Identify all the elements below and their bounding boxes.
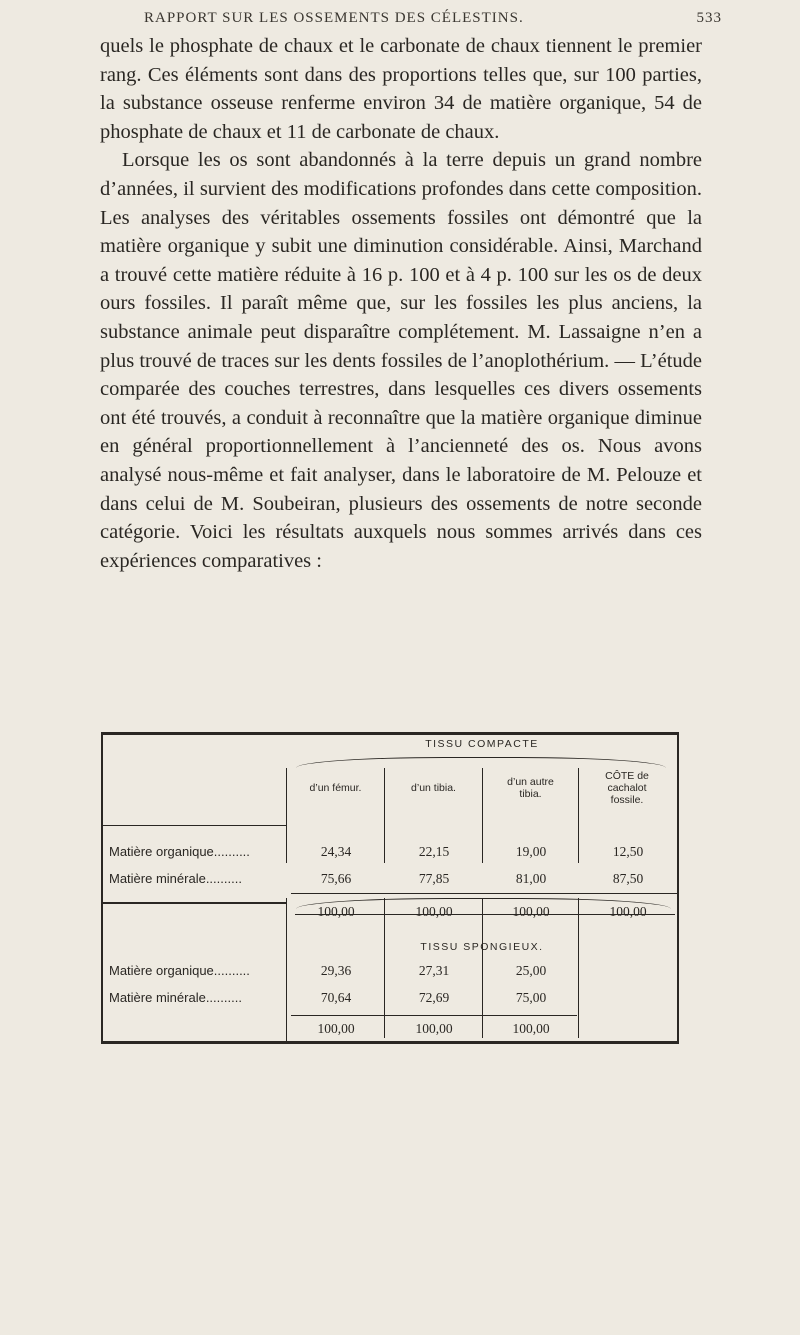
spongy-title: TISSU SPONGIEUX.	[420, 941, 544, 953]
body-text	[100, 32, 702, 575]
cell-value: 19,00	[515, 844, 547, 859]
total-value: 100,00	[317, 904, 355, 919]
total-value: 100,00	[512, 904, 550, 919]
compact-title: TISSU COMPACTE	[425, 738, 539, 750]
total-value: 100,00	[512, 1021, 550, 1036]
row-rule	[101, 902, 287, 904]
col-divider	[384, 898, 385, 1038]
row-label-mineral: Matière minérale..........	[109, 871, 242, 886]
cell-value: 81,00	[515, 871, 547, 886]
col-divider	[578, 898, 579, 1038]
cell-value: 75,00	[515, 990, 547, 1005]
sum-rule	[291, 893, 677, 894]
col-divider	[286, 898, 287, 1042]
row-label-organic: Matière organique..........	[109, 844, 250, 859]
cell-value: 75,66	[320, 871, 352, 886]
col-head-cachalot: CÔTE de cachalot fossile.	[605, 770, 649, 806]
total-value: 100,00	[415, 1021, 453, 1036]
cell-value: 22,15	[418, 844, 450, 859]
total-value: 100,00	[609, 904, 647, 919]
cell-value: 72,69	[418, 990, 450, 1005]
paragraph-1: quels le phosphate de chaux et le carbonate de chaux tiennent le premier rang. Ces éléments sont dans des proportions telles que, sur 100 parties, la substance osseuse renferme environ 34 de matière organique, 54 de phosphate de chaux et 11 de carbonate de chaux.	[100, 35, 702, 143]
sum-rule	[291, 1015, 577, 1016]
paragraph-2: Lorsque les os sont abandonnés à la terre depuis un grand nombre d’années, il survient des modifications profondes dans cette composition. Les analyses des véritables ossements fossiles ont démontré que la matière organique y subit une diminution considérable. Ainsi, Marchand a trouvé cette matière réduite à 16 p. 100 et à 4 p. 100 sur les os de deux ours fossiles. Il paraît même que, sur les fossiles les plus anciens, la substance animale peut disparaître complétement. M. Lassaigne n’en a plus trouvé de traces sur les dents fossiles de l’anoplothérium. — L’étude comparée des couches terrestres, dans lesquelles ces divers ossements ont été trouvés, a conduit à reconnaître que la matière organique diminue en général proportionnellement à l’ancienneté des os. Nous avons analysé nous-même et fait analyser, dans le laboratoire de M. Pelouze et dans celui de M. Soubeiran, plusieurs des ossements de notre seconde catégorie. Voici les résultats auxquels nous sommes arrivés dans ces expériences comparatives :	[100, 149, 702, 572]
col-head-other-tibia: d’un autre tibia.	[507, 776, 554, 800]
cell-value: 29,36	[320, 963, 352, 978]
cell-value: 77,85	[418, 871, 450, 886]
total-value: 100,00	[415, 904, 453, 919]
page-number: 533	[696, 10, 722, 26]
cell-value: 12,50	[612, 844, 644, 859]
row-rule	[101, 825, 287, 826]
col-divider	[482, 898, 483, 1038]
col-head-femur: d’un fémur.	[309, 782, 362, 794]
cell-value: 70,64	[320, 990, 352, 1005]
total-value: 100,00	[317, 1021, 355, 1036]
cell-value: 24,34	[320, 844, 352, 859]
cell-value: 87,50	[612, 871, 644, 886]
row-label-mineral: Matière minérale..........	[109, 990, 242, 1005]
col-head-tibia: d’un tibia.	[411, 782, 456, 794]
running-title: RAPPORT SUR LES OSSEMENTS DES CÉLESTINS.	[144, 10, 524, 26]
cell-value: 27,31	[418, 963, 450, 978]
compact-brace	[296, 757, 666, 768]
cell-value: 25,00	[515, 963, 547, 978]
row-label-organic: Matière organique..........	[109, 963, 250, 978]
col-divider	[482, 989, 483, 1011]
